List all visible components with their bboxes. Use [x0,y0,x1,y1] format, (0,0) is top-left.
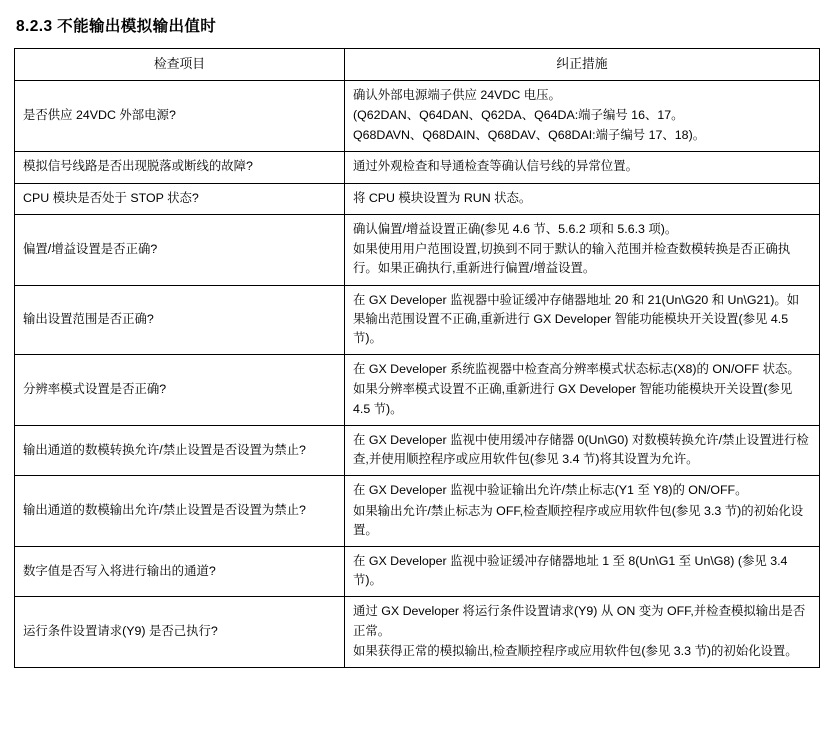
cell-check-item: 是否供应 24VDC 外部电源? [15,80,345,152]
cell-corrective-action: 确认偏置/增益设置正确(参见 4.6 节、5.6.2 项和 5.6.3 项)。 如果使用用户范围设置,切换到不同于默认的输入范围并检查数模转换是否正确执行。如果正确执行,重新进行偏置/增益设置。 [345,214,820,285]
cell-corrective-action: 将 CPU 模块设置为 RUN 状态。 [345,183,820,214]
cell-check-item: 输出通道的数模输出允许/禁止设置是否设置为禁止? [15,476,345,547]
cell-corrective-action: 在 GX Developer 监视中使用缓冲存储器 0(Un\G0) 对数模转换允许/禁止设置进行检查,并使用顺控程序或应用软件包(参见 3.4 节)将其设置为允许。 [345,425,820,475]
table-row [15,214,820,285]
cell-corrective-action: 确认外部电源端子供应 24VDC 电压。 (Q62DAN、Q64DAN、Q62DA、Q64DA:端子编号 16、17。 Q68DAVN、Q68DAIN、Q68DAV、Q68DAI:端子编号 17、18)。 [345,80,820,152]
table-header-row [15,49,820,81]
table-row [15,152,820,183]
cell-check-item: 运行条件设置请求(Y9) 是否己执行? [15,597,345,668]
column-header-check-item: 检查项目 [15,49,345,81]
table-row [15,476,820,547]
cell-check-item: CPU 模块是否处于 STOP 状态? [15,183,345,214]
cell-check-item: 输出通道的数模转换允许/禁止设置是否设置为禁止? [15,425,345,475]
cell-corrective-action: 在 GX Developer 监视中验证输出允许/禁止标志(Y1 至 Y8)的 ON/OFF。 如果输出允许/禁止标志为 OFF,检查顺控程序或应用软件包(参见 3.3 节)的初始化设置。 [345,476,820,547]
table-row [15,546,820,596]
cell-corrective-action: 在 GX Developer 监视器中验证缓冲存储器地址 20 和 21(Un\G20 和 Un\G21)。如果输出范围设置不正确,重新进行 GX Developer 智能功能模块开关设置(参见 4.5 节)。 [345,285,820,355]
table-row [15,425,820,475]
cell-corrective-action: 通过外观检查和导通检查等确认信号线的异常位置。 [345,152,820,183]
table-row [15,285,820,355]
cell-check-item: 偏置/增益设置是否正确? [15,214,345,285]
cell-corrective-action: 通过 GX Developer 将运行条件设置请求(Y9) 从 ON 变为 OFF,并检查模拟输出是否正常。 如果获得正常的模拟输出,检查顺控程序或应用软件包(参见 3.3 节)的初始化设置。 [345,597,820,668]
cell-check-item: 输出设置范围是否正确? [15,285,345,355]
page-title: 8.2.3 不能输出模拟输出值时 [16,18,217,35]
column-header-corrective-action: 纠正措施 [345,49,820,81]
cell-corrective-action: 在 GX Developer 系统监视器中检查高分辨率模式状态标志(X8)的 ON/OFF 状态。 如果分辨率模式设置不正确,重新进行 GX Developer 智能功能模块开关设置(参见 4.5 节)。 [345,355,820,426]
cell-corrective-action: 在 GX Developer 监视中验证缓冲存储器地址 1 至 8(Un\G1 至 Un\G8) (参见 3.4 节)。 [345,546,820,596]
cell-check-item: 数字值是否写入将进行输出的通道? [15,546,345,596]
cell-check-item: 模拟信号线路是否出现脱落或断线的故障? [15,152,345,183]
table-row [15,597,820,668]
troubleshooting-table [14,48,820,668]
table-row [15,355,820,426]
cell-check-item: 分辨率模式设置是否正确? [15,355,345,426]
table-row [15,80,820,152]
table-row [15,183,820,214]
